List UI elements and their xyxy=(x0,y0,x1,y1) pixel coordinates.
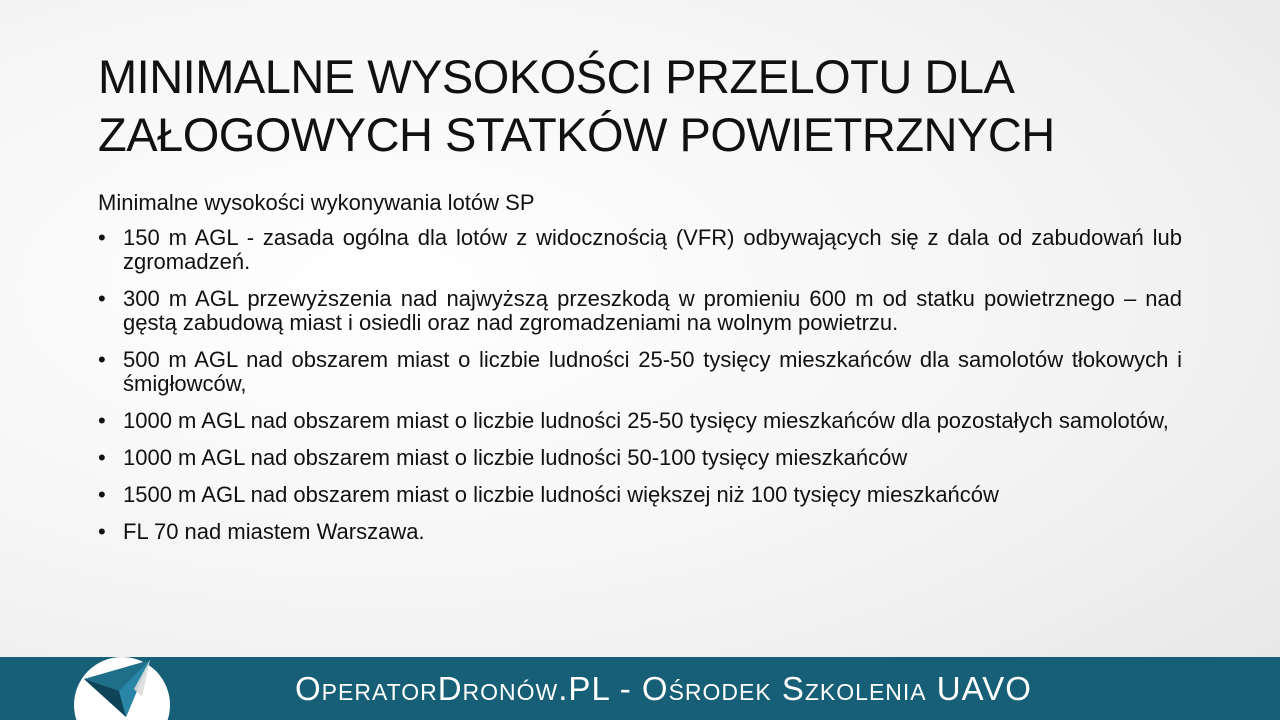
bullet-list xyxy=(98,226,1182,544)
slide-title-line-1: MINIMALNE WYSOKOŚCI PRZELOTU DLA xyxy=(98,50,1015,103)
bullet-text: 150 m AGL - zasada ogólna dla lotów z widocznością (VFR) odbywających się z dala od zabudowań lub zgromadzeń. xyxy=(123,225,1182,274)
bullet-dot: • xyxy=(98,445,106,470)
bullet-text: FL 70 nad miastem Warszawa. xyxy=(123,519,425,544)
bullet-text: 1000 m AGL nad obszarem miast o liczbie ludności 25-50 tysięcy mieszkańców dla pozostałych samolotów, xyxy=(123,408,1169,433)
bullet-item xyxy=(98,483,1182,507)
bullet-item xyxy=(98,226,1182,274)
bullet-text: 1500 m AGL nad obszarem miast o liczbie ludności większej niż 100 tysięcy mieszkańców xyxy=(123,482,999,507)
slide-subtitle: Minimalne wysokości wykonywania lotów SP xyxy=(98,190,535,215)
bullet-text: 1000 m AGL nad obszarem miast o liczbie ludności 50-100 tysięcy mieszkańców xyxy=(123,445,908,470)
bullet-dot: • xyxy=(98,482,106,507)
logo xyxy=(74,657,170,720)
bullet-dot: • xyxy=(98,408,106,433)
paper-plane-icon xyxy=(74,657,170,720)
slide-content xyxy=(98,190,1182,557)
bullet-text: 300 m AGL przewyższenia nad najwyższą przeszkodą w promieniu 600 m od statku powietrznego – nad gęstą zabudową miast i osiedli oraz nad zgromadzeniami na wolnym powietrzu. xyxy=(123,286,1182,335)
bullet-item xyxy=(98,446,1182,470)
bullet-item xyxy=(98,520,1182,544)
bullet-dot: • xyxy=(98,347,106,372)
footer-bar xyxy=(0,657,1280,720)
slide-title-line-2: ZAŁOGOWYCH STATKÓW POWIETRZNYCH xyxy=(98,108,1055,161)
bullet-dot: • xyxy=(98,286,106,311)
footer-text: OperatorDronów.PL - Ośrodek Szkolenia UAVO xyxy=(295,670,1032,707)
bullet-item xyxy=(98,348,1182,396)
bullet-text: 500 m AGL nad obszarem miast o liczbie ludności 25-50 tysięcy mieszkańców dla samolotów tłokowych i śmigłowców, xyxy=(123,347,1182,396)
slide-title xyxy=(98,48,1198,164)
bullet-dot: • xyxy=(98,225,106,250)
bullet-item xyxy=(98,409,1182,433)
bullet-dot: • xyxy=(98,519,106,544)
bullet-item xyxy=(98,287,1182,335)
